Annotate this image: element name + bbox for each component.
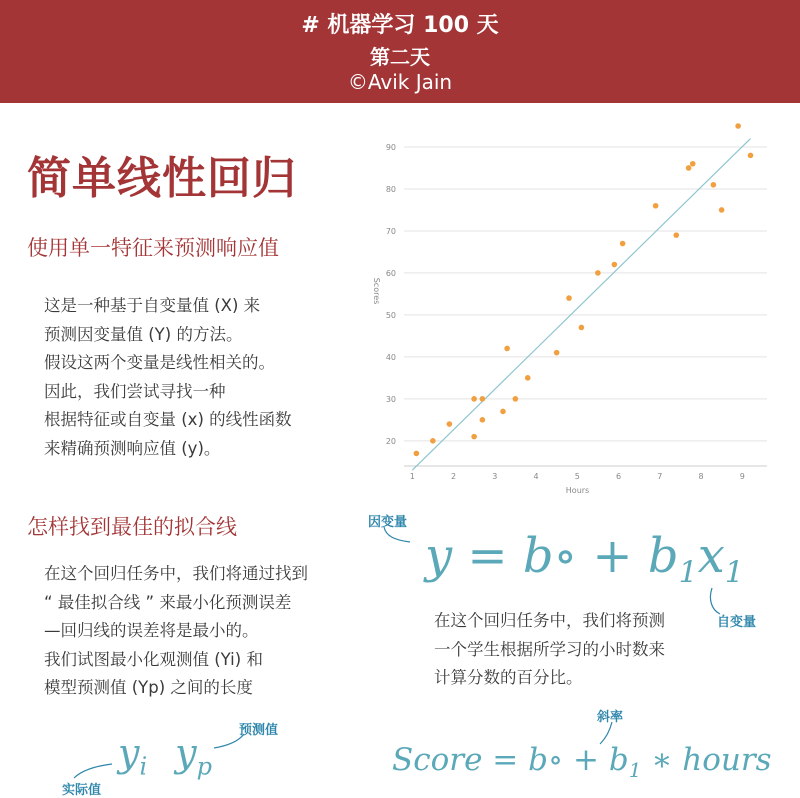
text-line: 模型预测值 (Yp) 之间的长度 — [44, 678, 253, 698]
data-point — [513, 396, 519, 402]
data-point — [690, 161, 696, 167]
header-title: # 机器学习 100 天 — [301, 13, 499, 38]
data-point — [653, 203, 659, 209]
data-point — [719, 207, 725, 213]
y-tick-label: 60 — [385, 268, 396, 278]
section1-heading: 使用单一特征来预测响应值 — [27, 236, 279, 260]
data-point — [554, 350, 560, 356]
obs-i: i — [139, 752, 148, 781]
formula-b1: b — [647, 528, 679, 584]
data-point — [480, 417, 486, 423]
score-lhs: Score — [392, 742, 483, 778]
x-tick-label: 2 — [450, 472, 457, 481]
arrow-actual-icon — [74, 764, 112, 778]
data-point — [620, 241, 626, 247]
formula-b0-sub: ∘ — [553, 528, 578, 584]
formula-x: x — [697, 528, 725, 584]
y-tick-label: 90 — [385, 142, 396, 152]
data-point — [566, 295, 572, 301]
data-point — [735, 123, 741, 129]
formula-plus: + — [577, 528, 648, 584]
data-point — [673, 232, 679, 238]
x-tick-label: 7 — [657, 472, 663, 481]
score-var: hours — [682, 742, 772, 778]
data-point — [525, 375, 531, 381]
text-line: 在这个回归任务中，我们将预测 — [434, 611, 665, 630]
text-line: 计算分数的百分比。 — [434, 668, 583, 688]
section2-heading: 怎样找到最佳的拟合线 — [27, 515, 237, 539]
y-tick-label: 30 — [385, 394, 396, 404]
x-tick-label: 4 — [533, 472, 539, 481]
formula-x-sub: 1 — [724, 555, 744, 591]
y-axis-label: Scores — [372, 277, 381, 305]
data-point — [480, 396, 486, 402]
y-tick-label: 70 — [385, 226, 396, 236]
data-point — [504, 346, 510, 352]
observed-predicted-formula — [118, 731, 212, 781]
annotation-independent: 自变量 — [717, 615, 757, 630]
x-tick-label: 8 — [698, 472, 704, 481]
arrow-slope-icon — [600, 722, 612, 744]
score-equals: = — [482, 742, 529, 778]
text-line: 预测因变量值 (Y) 的方法。 — [44, 324, 243, 344]
annotation-slope: 斜率 — [597, 710, 624, 725]
data-point — [447, 421, 453, 427]
formula-equals: = — [452, 528, 523, 584]
text-line: 这是一种基于自变量值 (X) 来 — [44, 296, 261, 315]
y-tick-label: 80 — [385, 184, 396, 194]
x-tick-label: 9 — [739, 472, 745, 481]
data-point — [500, 409, 506, 415]
score-b1-sub: 1 — [628, 758, 642, 783]
data-point — [471, 396, 477, 402]
text-line: 假设这两个变量是线性相关的。 — [44, 353, 275, 373]
x-tick-label: 6 — [615, 472, 622, 481]
data-point — [414, 451, 420, 457]
data-point — [471, 434, 477, 440]
y-tick-label: 50 — [385, 310, 396, 320]
data-point — [579, 325, 585, 331]
text-line: 因此，我们尝试寻找一种 — [44, 381, 226, 401]
section3-paragraph — [434, 607, 665, 693]
formula-y: y — [425, 528, 453, 584]
data-point — [430, 438, 436, 444]
formula-b1-sub: 1 — [678, 555, 698, 591]
data-point — [711, 182, 717, 188]
annotation-actual: 实际值 — [62, 783, 102, 798]
score-times: ∗ — [641, 742, 683, 778]
annotation-predicted: 预测值 — [239, 723, 279, 738]
score-formula — [392, 742, 772, 782]
section1-paragraph — [44, 292, 292, 464]
x-axis-label: Hours — [565, 486, 590, 495]
obs-y: y — [118, 731, 140, 775]
regression-formula — [425, 528, 744, 591]
x-tick-label: 3 — [492, 472, 498, 481]
header-author: ©Avik Jain — [347, 70, 453, 94]
data-point — [686, 165, 692, 171]
annotation-dependent: 因变量 — [368, 515, 408, 530]
text-line: 根据特征或自变量 (x) 的线性函数 — [44, 410, 292, 430]
section2-paragraph — [44, 560, 308, 703]
fit-line — [412, 139, 750, 471]
text-line: 一个学生根据所学习的小时数来 — [434, 639, 665, 659]
data-point — [595, 270, 601, 276]
scatter-chart — [362, 118, 782, 503]
text-line: 我们试图最小化观测值 (Yi) 和 — [44, 649, 263, 669]
text-line: 在这个回归任务中，我们将通过找到 — [44, 564, 308, 583]
header-day: 第二天 — [370, 45, 430, 69]
score-b0: b — [528, 742, 548, 778]
data-point — [612, 262, 618, 268]
score-plus: + — [563, 742, 609, 778]
page-title: 简单线性回归 — [27, 153, 297, 204]
y-tick-label: 40 — [385, 352, 396, 362]
x-tick-label: 5 — [574, 472, 580, 481]
x-tick-label: 1 — [409, 472, 415, 481]
pred-y: y — [175, 731, 197, 775]
score-b0-sub: ∘ — [547, 742, 564, 778]
header-banner — [0, 0, 800, 103]
formula-b0: b — [522, 528, 554, 584]
text-line: “ 最佳拟合线 ” 来最小化预测误差 — [44, 592, 292, 612]
pred-p: p — [196, 752, 212, 781]
text-line: 来精确预测响应值 (y)。 — [44, 438, 221, 458]
data-point — [748, 153, 754, 159]
y-tick-label: 20 — [385, 436, 396, 446]
score-b1: b — [608, 742, 629, 778]
text-line: —回归线的误差将是最小的。 — [44, 621, 259, 641]
